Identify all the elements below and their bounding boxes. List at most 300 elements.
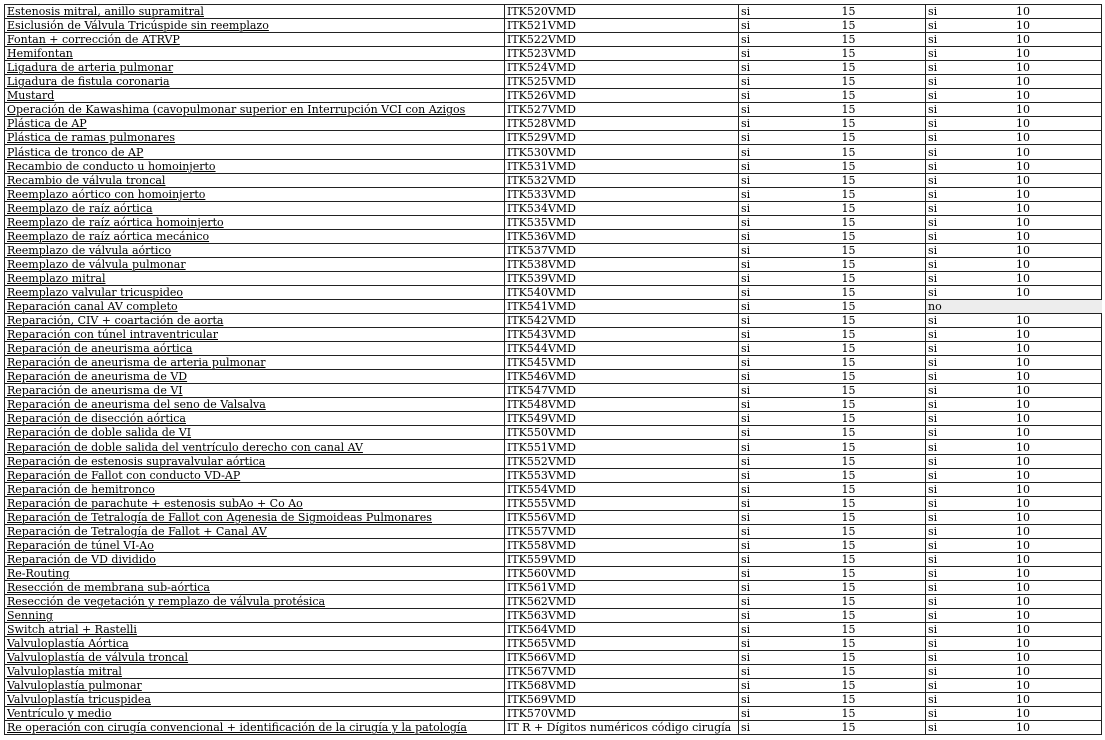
procedure-name-cell[interactable] [5, 47, 505, 61]
procedure-name-cell[interactable] [5, 75, 505, 89]
procedure-code: ITK530VMD [507, 145, 576, 159]
procedure-code-cell[interactable] [505, 721, 739, 735]
procedure-name-cell[interactable] [5, 482, 505, 496]
procedure-code-cell[interactable] [505, 201, 739, 215]
first-flag-cell[interactable] [739, 173, 926, 187]
procedure-name-cell[interactable] [5, 314, 505, 328]
first-flag-cell[interactable] [739, 75, 926, 89]
second-flag-cell[interactable] [926, 524, 1102, 538]
procedure-code-cell[interactable] [505, 243, 739, 257]
second-flag: si [928, 75, 938, 89]
procedure-name-cell[interactable] [5, 679, 505, 693]
first-flag-cell[interactable] [739, 5, 926, 19]
procedure-code: ITK570VMD [507, 707, 576, 721]
first-flag-cell[interactable] [739, 693, 926, 707]
first-flag-cell[interactable] [739, 47, 926, 61]
second-flag-cell[interactable] [926, 398, 1102, 412]
procedure-name-cell[interactable] [5, 721, 505, 735]
table-row [5, 496, 1102, 510]
procedure-name: Reparación de Fallot con conducto VD-AP [7, 468, 241, 482]
second-value: 10 [1016, 496, 1030, 510]
procedure-code: ITK553VMD [507, 468, 576, 482]
procedure-code-cell[interactable] [505, 299, 739, 313]
first-flag-cell[interactable] [739, 398, 926, 412]
procedure-code-cell[interactable] [505, 412, 739, 426]
first-flag-cell[interactable] [739, 342, 926, 356]
procedure-code-cell[interactable] [505, 566, 739, 580]
first-flag-cell[interactable] [739, 594, 926, 608]
procedure-name: Reparación de doble salida del ventrículo derecho con canal AV [7, 440, 363, 454]
first-flag-cell[interactable] [739, 679, 926, 693]
second-flag: si [928, 33, 938, 47]
procedure-name-cell[interactable] [5, 271, 505, 285]
table-row [5, 173, 1102, 187]
procedure-name-cell[interactable] [5, 201, 505, 215]
procedure-code: ITK551VMD [507, 440, 576, 454]
first-flag-cell[interactable] [739, 707, 926, 721]
procedure-code: ITK558VMD [507, 538, 576, 552]
first-value: 15 [841, 524, 856, 538]
first-flag-cell[interactable] [739, 454, 926, 468]
procedure-code-cell[interactable] [505, 552, 739, 566]
procedure-code-cell[interactable] [505, 159, 739, 173]
first-value: 15 [841, 33, 856, 47]
first-flag: si [741, 159, 751, 173]
first-flag-cell[interactable] [739, 215, 926, 229]
procedure-code-cell[interactable] [505, 342, 739, 356]
procedure-code-cell[interactable] [505, 510, 739, 524]
second-flag-cell[interactable] [926, 271, 1102, 285]
procedure-name: Valvuloplastía mitral [7, 665, 122, 679]
procedure-name-cell[interactable] [5, 145, 505, 159]
procedure-code-cell[interactable] [505, 131, 739, 145]
second-flag-cell[interactable] [926, 552, 1102, 566]
procedure-name-cell[interactable] [5, 412, 505, 426]
first-flag-cell[interactable] [739, 89, 926, 103]
first-flag-cell[interactable] [739, 468, 926, 482]
second-flag-cell[interactable] [926, 145, 1102, 159]
procedure-code-cell[interactable] [505, 482, 739, 496]
second-flag-cell[interactable] [926, 566, 1102, 580]
first-flag: si [741, 398, 751, 412]
procedure-name-cell[interactable] [5, 131, 505, 145]
second-flag-cell[interactable] [926, 440, 1102, 454]
procedure-name-cell[interactable] [5, 257, 505, 271]
second-flag-cell[interactable] [926, 384, 1102, 398]
procedure-name-cell[interactable] [5, 693, 505, 707]
second-flag-cell[interactable] [926, 665, 1102, 679]
procedure-code-cell[interactable] [505, 468, 739, 482]
procedure-name-cell[interactable] [5, 243, 505, 257]
second-flag: si [928, 145, 938, 159]
second-flag-cell[interactable] [926, 328, 1102, 342]
procedure-name-cell[interactable] [5, 594, 505, 608]
table-row [5, 623, 1102, 637]
first-flag-cell[interactable] [739, 356, 926, 370]
procedure-code: ITK559VMD [507, 552, 576, 566]
first-value: 15 [841, 440, 856, 454]
procedure-code-cell[interactable] [505, 679, 739, 693]
procedure-code-cell[interactable] [505, 47, 739, 61]
procedure-code-cell[interactable] [505, 285, 739, 299]
second-value: 10 [1016, 173, 1030, 187]
second-flag-cell[interactable] [926, 370, 1102, 384]
procedure-code: ITK554VMD [507, 482, 576, 496]
procedure-code-cell[interactable] [505, 665, 739, 679]
second-flag-cell[interactable] [926, 454, 1102, 468]
second-flag-cell[interactable] [926, 693, 1102, 707]
procedure-name-cell[interactable] [5, 173, 505, 187]
procedure-name: Reemplazo de raíz aórtica [7, 201, 153, 215]
procedure-name-cell[interactable] [5, 580, 505, 594]
procedure-name-cell[interactable] [5, 623, 505, 637]
procedure-code-cell[interactable] [505, 651, 739, 665]
first-flag: si [741, 117, 751, 131]
first-value: 15 [841, 229, 856, 243]
procedure-code: ITK523VMD [507, 47, 576, 61]
first-value: 15 [841, 384, 856, 398]
procedure-code-cell[interactable] [505, 187, 739, 201]
second-flag-cell[interactable] [926, 510, 1102, 524]
first-flag-cell[interactable] [739, 538, 926, 552]
second-flag: si [928, 412, 938, 426]
first-flag-cell[interactable] [739, 623, 926, 637]
first-flag-cell[interactable] [739, 229, 926, 243]
procedure-name-cell[interactable] [5, 496, 505, 510]
first-flag-cell[interactable] [739, 328, 926, 342]
procedure-name: Plástica de ramas pulmonares [7, 131, 176, 145]
first-flag-cell[interactable] [739, 482, 926, 496]
procedure-code-cell[interactable] [505, 538, 739, 552]
second-flag-cell[interactable] [926, 342, 1102, 356]
procedure-code-cell[interactable] [505, 623, 739, 637]
second-flag-cell[interactable] [926, 679, 1102, 693]
procedure-name: Reparación de aneurisma del seno de Valsalva [7, 398, 266, 412]
first-flag-cell[interactable] [739, 19, 926, 33]
procedure-name-cell[interactable] [5, 552, 505, 566]
first-flag-cell[interactable] [739, 496, 926, 510]
second-flag-cell[interactable] [926, 496, 1102, 510]
first-flag-cell[interactable] [739, 299, 926, 313]
procedure-code-cell[interactable] [505, 356, 739, 370]
procedure-code-cell[interactable] [505, 398, 739, 412]
procedure-name-cell[interactable] [5, 215, 505, 229]
procedure-code-cell[interactable] [505, 594, 739, 608]
procedure-name-cell[interactable] [5, 651, 505, 665]
procedure-name-cell[interactable] [5, 609, 505, 623]
first-flag-cell[interactable] [739, 117, 926, 131]
procedure-code-cell[interactable] [505, 215, 739, 229]
procedure-code-cell[interactable] [505, 257, 739, 271]
procedure-name-cell[interactable] [5, 117, 505, 131]
table-row [5, 285, 1102, 299]
second-flag-cell[interactable] [926, 33, 1102, 47]
procedure-code: ITK531VMD [507, 159, 576, 173]
first-flag-cell[interactable] [739, 159, 926, 173]
procedure-name-cell[interactable] [5, 159, 505, 173]
procedure-code: ITK542VMD [507, 314, 576, 328]
procedure-name-cell[interactable] [5, 33, 505, 47]
second-flag-cell[interactable] [926, 159, 1102, 173]
table-row [5, 187, 1102, 201]
procedure-name-cell[interactable] [5, 440, 505, 454]
second-value: 10 [1016, 61, 1030, 75]
procedure-name-cell[interactable] [5, 187, 505, 201]
table-row [5, 299, 1102, 313]
procedure-code-cell[interactable] [505, 61, 739, 75]
first-flag-cell[interactable] [739, 665, 926, 679]
first-flag-cell[interactable] [739, 552, 926, 566]
procedure-code: ITK566VMD [507, 651, 576, 665]
first-flag-cell[interactable] [739, 510, 926, 524]
first-flag-cell[interactable] [739, 637, 926, 651]
procedure-code-cell[interactable] [505, 454, 739, 468]
first-value: 15 [841, 75, 856, 89]
first-flag-cell[interactable] [739, 33, 926, 47]
first-flag: si [741, 482, 751, 496]
second-flag: si [928, 482, 938, 496]
procedure-code-cell[interactable] [505, 145, 739, 159]
procedure-name-cell[interactable] [5, 356, 505, 370]
second-flag: si [928, 229, 938, 243]
second-flag-cell[interactable] [926, 61, 1102, 75]
first-flag-cell[interactable] [739, 580, 926, 594]
second-flag-cell[interactable] [926, 47, 1102, 61]
first-flag-cell[interactable] [739, 271, 926, 285]
second-flag-cell[interactable] [926, 609, 1102, 623]
procedure-name-cell[interactable] [5, 665, 505, 679]
procedure-name-cell[interactable] [5, 328, 505, 342]
procedure-name-cell[interactable] [5, 19, 505, 33]
second-flag: si [928, 426, 938, 440]
second-flag-cell[interactable] [926, 580, 1102, 594]
first-flag: si [741, 721, 751, 735]
first-flag-cell[interactable] [739, 243, 926, 257]
procedure-name-cell[interactable] [5, 384, 505, 398]
second-flag-cell[interactable] [926, 89, 1102, 103]
second-flag-cell[interactable] [926, 721, 1102, 735]
second-flag-cell[interactable] [926, 201, 1102, 215]
second-flag-cell[interactable] [926, 215, 1102, 229]
second-flag-cell[interactable] [926, 637, 1102, 651]
procedure-name-cell[interactable] [5, 370, 505, 384]
first-value: 15 [841, 117, 856, 131]
second-flag-cell[interactable] [926, 594, 1102, 608]
first-value: 15 [841, 243, 856, 257]
second-flag-cell[interactable] [926, 5, 1102, 19]
first-flag-cell[interactable] [739, 61, 926, 75]
procedure-code-cell[interactable] [505, 328, 739, 342]
second-flag-cell[interactable] [926, 117, 1102, 131]
procedure-code-cell[interactable] [505, 75, 739, 89]
first-flag: si [741, 468, 751, 482]
second-flag: si [928, 201, 938, 215]
procedure-name: Reemplazo mitral [7, 271, 106, 285]
second-flag-cell[interactable] [926, 468, 1102, 482]
second-flag-cell[interactable] [926, 187, 1102, 201]
procedure-code-cell[interactable] [505, 580, 739, 594]
first-value: 15 [841, 19, 856, 33]
table-row [5, 594, 1102, 608]
second-flag: si [928, 623, 938, 637]
second-flag-cell[interactable] [926, 299, 1102, 313]
procedure-code-cell[interactable] [505, 440, 739, 454]
procedure-code-cell[interactable] [505, 173, 739, 187]
procedure-code-cell[interactable] [505, 89, 739, 103]
procedure-code-cell[interactable] [505, 637, 739, 651]
table-row [5, 5, 1102, 19]
second-flag-cell[interactable] [926, 651, 1102, 665]
first-flag: si [741, 47, 751, 61]
first-value: 15 [841, 693, 856, 707]
first-value: 15 [841, 721, 856, 735]
first-flag-cell[interactable] [739, 285, 926, 299]
second-value: 10 [1016, 131, 1030, 145]
first-flag-cell[interactable] [739, 370, 926, 384]
procedure-name-cell[interactable] [5, 510, 505, 524]
procedure-code: ITK544VMD [507, 342, 576, 356]
table-row [5, 580, 1102, 594]
second-flag-cell[interactable] [926, 19, 1102, 33]
procedure-name: Reemplazo de válvula pulmonar [7, 257, 186, 271]
first-flag-cell[interactable] [739, 145, 926, 159]
first-value: 15 [841, 665, 856, 679]
first-flag-cell[interactable] [739, 609, 926, 623]
table-row [5, 159, 1102, 173]
second-flag: si [928, 721, 938, 735]
procedure-code-cell[interactable] [505, 103, 739, 117]
procedure-code: ITK550VMD [507, 426, 576, 440]
procedure-code: ITK552VMD [507, 454, 576, 468]
procedure-name-cell[interactable] [5, 454, 505, 468]
first-flag-cell[interactable] [739, 314, 926, 328]
second-flag: si [928, 19, 938, 33]
second-flag-cell[interactable] [926, 538, 1102, 552]
procedure-code-cell[interactable] [505, 19, 739, 33]
first-flag-cell[interactable] [739, 257, 926, 271]
procedure-name-cell[interactable] [5, 5, 505, 19]
procedure-name-cell[interactable] [5, 524, 505, 538]
procedure-name-cell[interactable] [5, 299, 505, 313]
procedure-name-cell[interactable] [5, 285, 505, 299]
second-flag-cell[interactable] [926, 412, 1102, 426]
procedure-name-cell[interactable] [5, 426, 505, 440]
procedure-code-cell[interactable] [505, 117, 739, 131]
second-flag-cell[interactable] [926, 103, 1102, 117]
second-flag-cell[interactable] [926, 75, 1102, 89]
procedure-name-cell[interactable] [5, 61, 505, 75]
procedure-code-cell[interactable] [505, 693, 739, 707]
procedure-code: ITK556VMD [507, 510, 576, 524]
second-value: 10 [1016, 609, 1030, 623]
second-value: 10 [1016, 314, 1030, 328]
second-value: 10 [1016, 552, 1030, 566]
procedure-code-cell[interactable] [505, 496, 739, 510]
first-flag-cell[interactable] [739, 651, 926, 665]
table-row [5, 342, 1102, 356]
second-flag-cell[interactable] [926, 257, 1102, 271]
procedure-code-cell[interactable] [505, 707, 739, 721]
first-flag-cell[interactable] [739, 103, 926, 117]
first-flag-cell[interactable] [739, 440, 926, 454]
procedure-code-cell[interactable] [505, 5, 739, 19]
procedure-code-cell[interactable] [505, 384, 739, 398]
first-value: 15 [841, 145, 856, 159]
procedure-name-cell[interactable] [5, 342, 505, 356]
procedure-code: ITK527VMD [507, 103, 576, 117]
table-row [5, 538, 1102, 552]
first-value: 15 [841, 173, 856, 187]
procedure-code-cell[interactable] [505, 33, 739, 47]
first-flag: si [741, 426, 751, 440]
procedure-name-cell[interactable] [5, 538, 505, 552]
first-flag-cell[interactable] [739, 384, 926, 398]
first-flag-cell[interactable] [739, 412, 926, 426]
procedure-name-cell[interactable] [5, 707, 505, 721]
first-flag-cell[interactable] [739, 721, 926, 735]
second-flag-cell[interactable] [926, 623, 1102, 637]
procedure-code: ITK529VMD [507, 131, 576, 145]
first-flag-cell[interactable] [739, 131, 926, 145]
first-flag: si [741, 342, 751, 356]
table-row [5, 271, 1102, 285]
procedure-name: Recambio de válvula troncal [7, 173, 166, 187]
procedure-code-cell[interactable] [505, 370, 739, 384]
procedure-name-cell[interactable] [5, 637, 505, 651]
procedure-code-cell[interactable] [505, 229, 739, 243]
first-value: 15 [841, 187, 856, 201]
second-flag-cell[interactable] [926, 173, 1102, 187]
procedure-name-cell[interactable] [5, 566, 505, 580]
second-value: 10 [1016, 47, 1030, 61]
second-flag-cell[interactable] [926, 356, 1102, 370]
first-flag: si [741, 707, 751, 721]
procedure-code-cell[interactable] [505, 524, 739, 538]
procedure-code-cell[interactable] [505, 426, 739, 440]
procedure-name-cell[interactable] [5, 89, 505, 103]
procedure-name: Reparación de estenosis supravalvular aórtica [7, 454, 266, 468]
second-flag-cell[interactable] [926, 482, 1102, 496]
second-value: 10 [1016, 285, 1030, 299]
procedure-code: ITK522VMD [507, 33, 576, 47]
procedure-code-cell[interactable] [505, 609, 739, 623]
first-value: 15 [841, 637, 856, 651]
procedure-name-cell[interactable] [5, 468, 505, 482]
second-flag-cell[interactable] [926, 707, 1102, 721]
first-flag-cell[interactable] [739, 566, 926, 580]
procedure-name-cell[interactable] [5, 103, 505, 117]
second-flag-cell[interactable] [926, 285, 1102, 299]
procedure-code: ITK557VMD [507, 524, 576, 538]
second-flag-cell[interactable] [926, 243, 1102, 257]
procedure-name-cell[interactable] [5, 398, 505, 412]
table-row [5, 384, 1102, 398]
first-flag-cell[interactable] [739, 201, 926, 215]
second-flag-cell[interactable] [926, 314, 1102, 328]
procedure-code: ITK547VMD [507, 384, 576, 398]
second-flag-cell[interactable] [926, 131, 1102, 145]
first-flag-cell[interactable] [739, 187, 926, 201]
procedure-code-cell[interactable] [505, 271, 739, 285]
second-flag: si [928, 61, 938, 75]
procedure-name: Estenosis mitral, anillo supramitral [7, 5, 204, 19]
procedure-name-cell[interactable] [5, 229, 505, 243]
second-flag-cell[interactable] [926, 426, 1102, 440]
procedure-code-cell[interactable] [505, 314, 739, 328]
second-flag-cell[interactable] [926, 229, 1102, 243]
first-flag-cell[interactable] [739, 524, 926, 538]
first-flag-cell[interactable] [739, 426, 926, 440]
